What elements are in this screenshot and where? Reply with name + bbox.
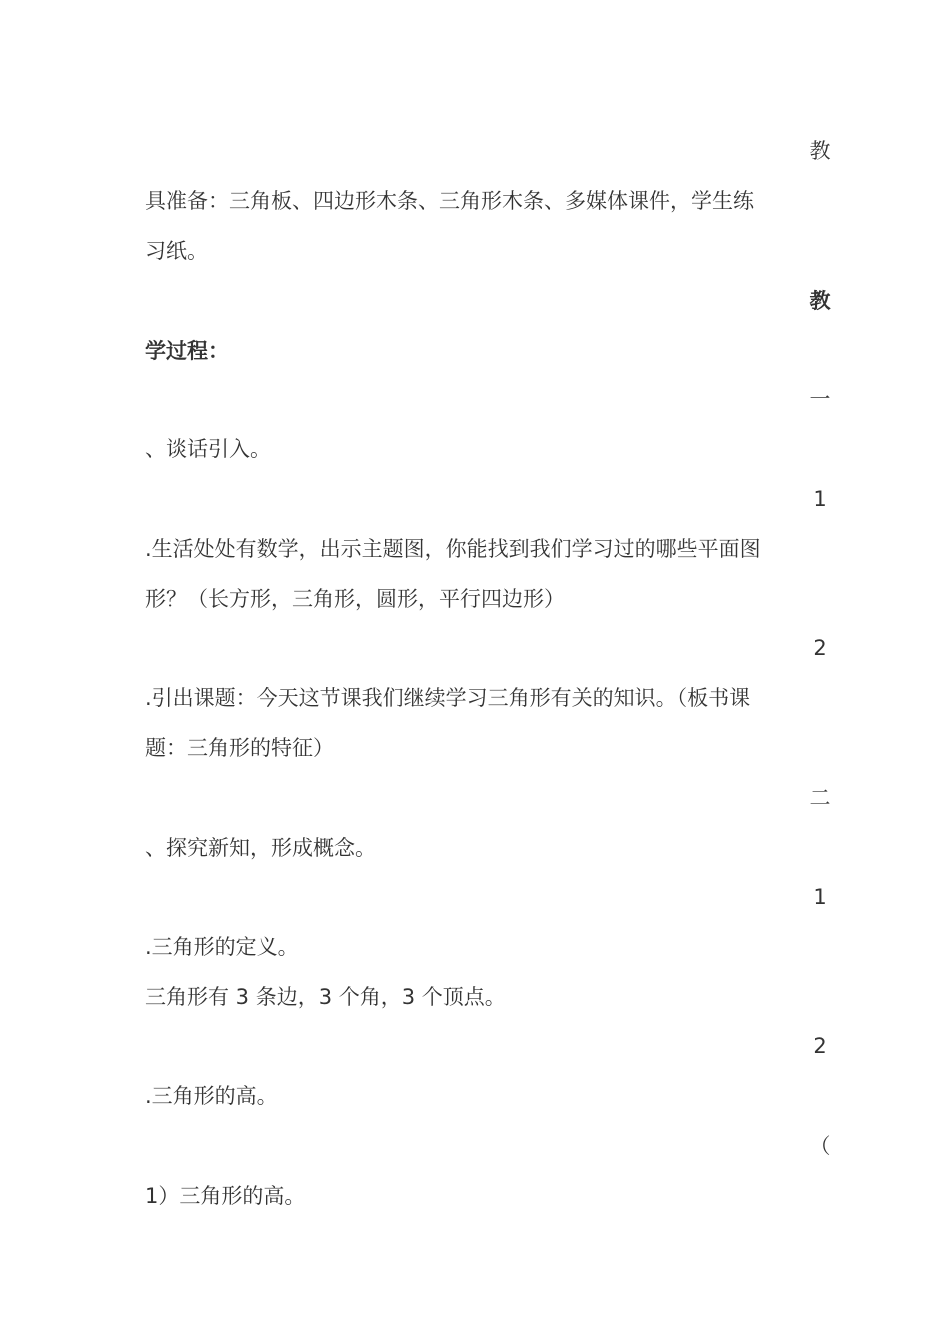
paragraph-line: 、探究新知，形成概念。 (145, 836, 376, 860)
margin-char: 2 (813, 1034, 827, 1058)
paragraph-line: .三角形的定义。 (145, 935, 299, 959)
margin-char: 一 (809, 387, 831, 411)
margin-char: 教 (809, 289, 831, 313)
paragraph-line: .三角形的高。 (145, 1084, 278, 1108)
margin-char: 2 (813, 636, 827, 660)
margin-char: 1 (813, 885, 827, 909)
paragraph-line: 题：三角形的特征） (145, 736, 334, 760)
paragraph-line: 习纸。 (145, 239, 208, 263)
section-heading: 学过程： (145, 339, 229, 363)
paragraph-line: .生活处处有数学，出示主题图，你能找到我们学习过的哪些平面图 (145, 537, 761, 561)
paragraph-line: 1）三角形的高。 (145, 1184, 306, 1208)
margin-char: 教 (809, 139, 831, 163)
margin-char: 二 (809, 786, 831, 810)
margin-char: （ (809, 1134, 831, 1158)
paragraph-line: 、谈话引入。 (145, 437, 271, 461)
paragraph-line: .引出课题：今天这节课我们继续学习三角形有关的知识。（板书课 (145, 686, 751, 710)
paragraph-line: 具准备：三角板、四边形木条、三角形木条、多媒体课件，学生练 (145, 189, 754, 213)
margin-char: 1 (813, 487, 827, 511)
paragraph-line: 形？（长方形，三角形，圆形，平行四边形） (145, 587, 565, 611)
paragraph-line: 三角形有 3 条边，3 个角，3 个顶点。 (145, 985, 506, 1009)
